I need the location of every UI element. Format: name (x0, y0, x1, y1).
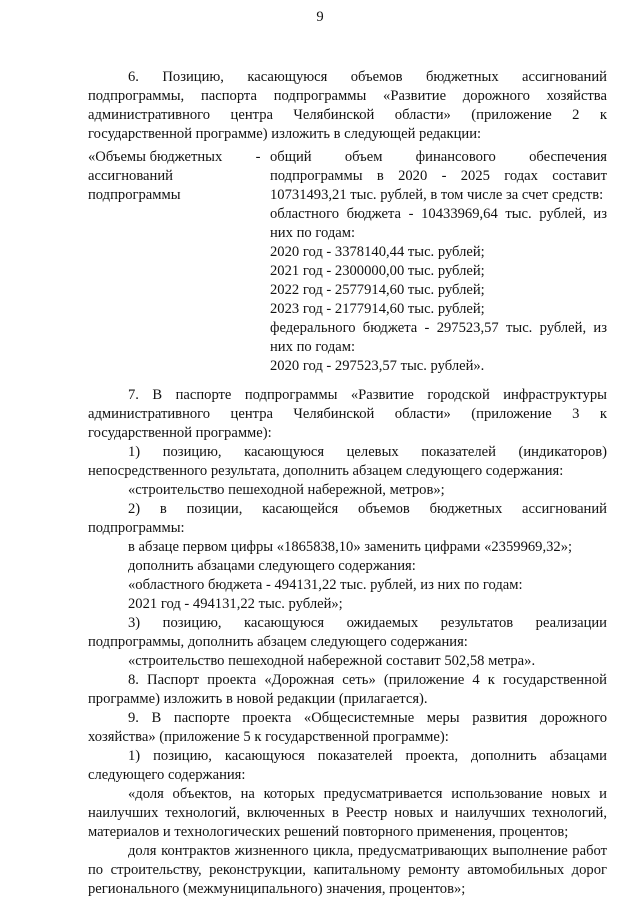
budget-table-dash: - (255, 149, 261, 165)
paragraph-item-9: 9. В паспорте проекта «Общесистемные меры развития дорожного хозяйства» (приложение 5 к государственной программе): (88, 710, 607, 745)
budget-line: федерального бюджета - 297523,57 тыс. рублей, из них по годам: (270, 320, 607, 355)
paragraph-item-7: 7. В паспорте подпрограммы «Развитие городской инфраструктуры административного центра Челябинской области» (приложение 3 к государственной программе): (88, 387, 607, 441)
paragraph-item-6: 6. Позицию, касающуюся объемов бюджетных ассигнований подпрограммы, паспорта подпрограммы «Развитие дорожного хозяйства административного центра Челябинской области» (приложение 2 к государственной программе) изложить в следующей редакции: (88, 69, 607, 142)
budget-table (88, 148, 607, 376)
budget-line: 2023 год - 2177914,60 тыс. рублей; (270, 301, 485, 317)
document-body (88, 68, 607, 899)
paragraph-item-7-2-a: в абзаце первом цифры «1865838,10» заменить цифрами «2359969,32»; (128, 539, 573, 555)
paragraph-item-7-2-b: дополнить абзацами следующего содержания: (128, 558, 416, 574)
paragraph-item-8: 8. Паспорт проекта «Дорожная сеть» (приложение 4 к государственной программе) изложить в новой редакции (прилагается). (88, 672, 607, 707)
paragraph-item-7-3: 3) позицию, касающуюся ожидаемых результатов реализации подпрограммы, дополнить абзацем следующего содержания: (88, 615, 607, 650)
paragraph-item-7-3-quote: «строительство пешеходной набережной составит 502,58 метра». (128, 653, 536, 669)
paragraph-item-7-2-c: «областного бюджета - 494131,22 тыс. рублей, из них по годам: (128, 577, 523, 593)
paragraph-item-9-1-a: «доля объектов, на которых предусматривается использование новых и наилучших технологий, включенных в Реестр новых и наилучших технологий, материалов и технологических решений повторного применения, процентов; (88, 786, 607, 840)
budget-table-label: «Объемы бюджетных ассигнований подпрограммы (88, 149, 223, 203)
paragraph-item-9-1: 1) позицию, касающуюся показателей проекта, дополнить абзацами следующего содержания: (88, 748, 607, 783)
paragraph-item-9-1-b: доля контрактов жизненного цикла, предусматривающих выполнение работ по строительству, реконструкции, капитальному ремонту автомобильных дорог регионального (межмуниципального) значения, процентов»; (88, 843, 607, 897)
paragraph-item-7-2: 2) в позиции, касающейся объемов бюджетных ассигнований подпрограммы: (88, 501, 607, 536)
budget-line: областного бюджета - 10433969,64 тыс. рублей, из них по годам: (270, 206, 607, 241)
page-number: 9 (316, 9, 324, 25)
paragraph-item-7-1-quote: «строительство пешеходной набережной, метров»; (128, 482, 445, 498)
budget-line: 2021 год - 2300000,00 тыс. рублей; (270, 263, 485, 279)
budget-line: 2020 год - 297523,57 тыс. рублей». (270, 358, 485, 374)
budget-line: общий объем финансового обеспечения подпрограммы в 2020 - 2025 годах составит 10731493,21 тыс. рублей, в том числе за счет средств: (270, 149, 607, 203)
budget-line: 2020 год - 3378140,44 тыс. рублей; (270, 244, 485, 260)
budget-table-values (270, 148, 607, 376)
paragraph-item-7-2-d: 2021 год - 494131,22 тыс. рублей»; (128, 596, 343, 612)
paragraph-item-7-1: 1) позицию, касающуюся целевых показателей (индикаторов) непосредственного результата, дополнить абзацем следующего содержания: (88, 444, 607, 479)
budget-line: 2022 год - 2577914,60 тыс. рублей; (270, 282, 485, 298)
